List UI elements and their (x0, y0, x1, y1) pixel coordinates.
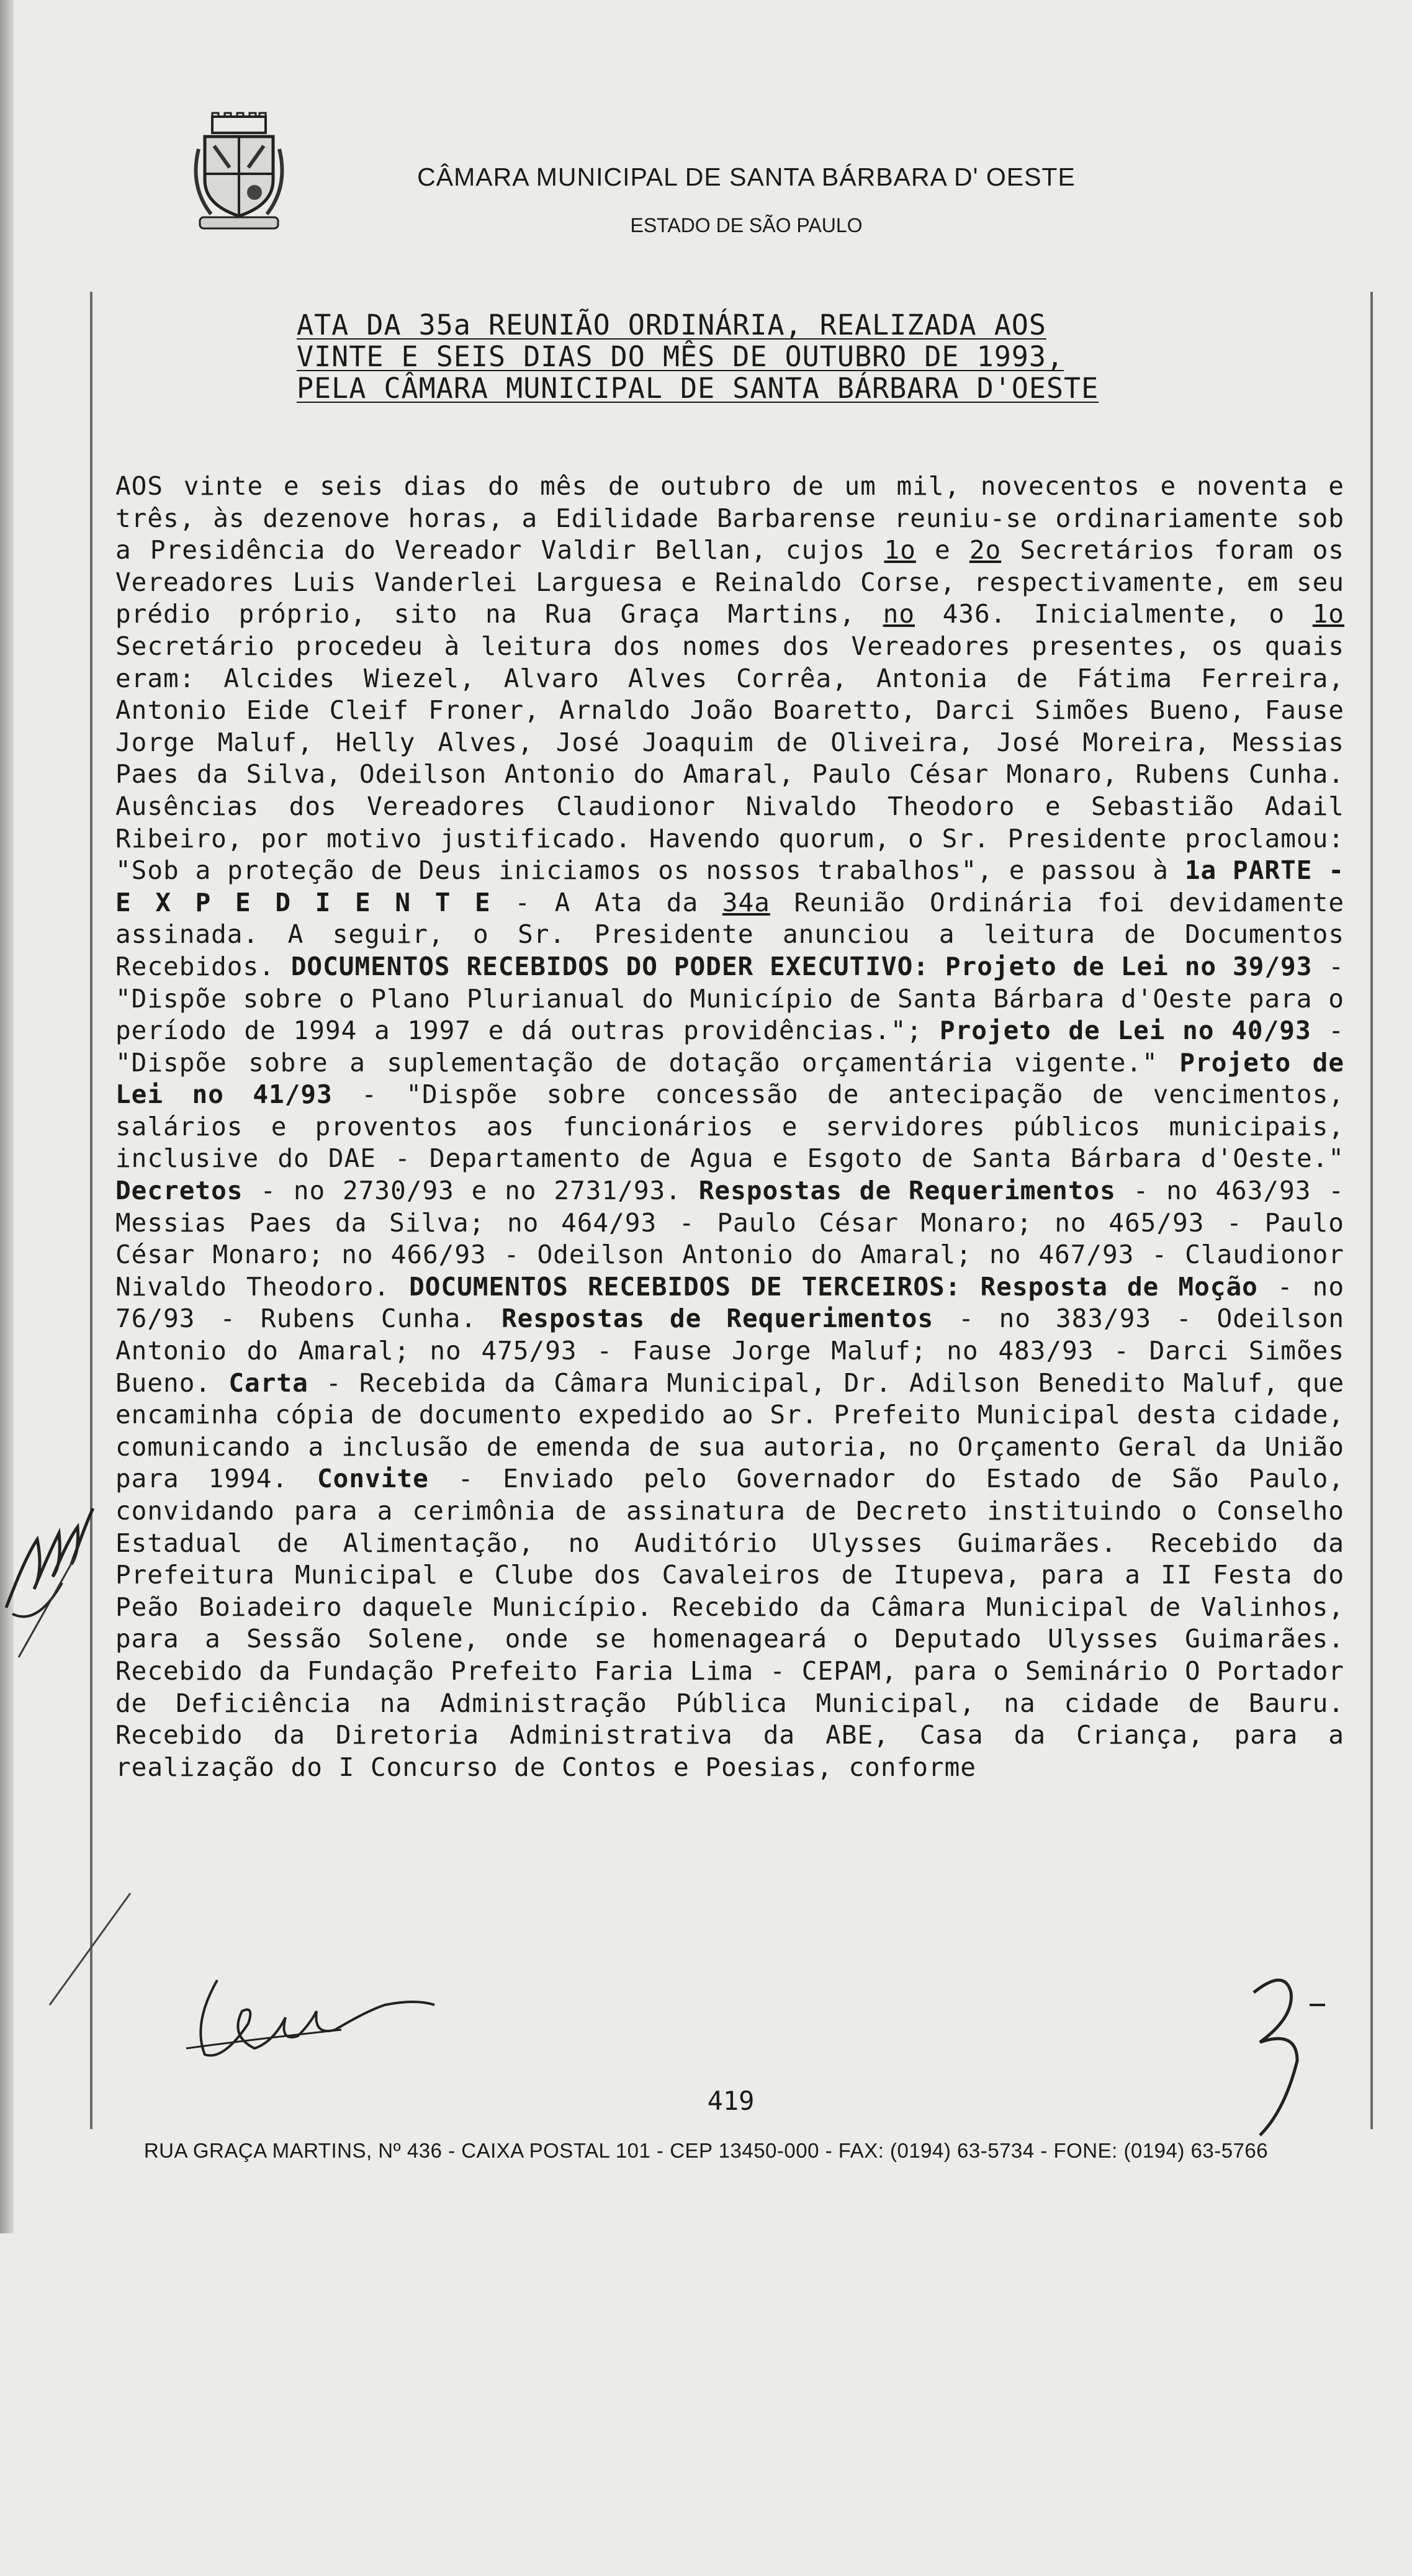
heading-request-replies: Respostas de Requerimentos (698, 1176, 1116, 1206)
placeholder-icon-78 (186, 2483, 372, 2576)
heading-letter: Carta (228, 1367, 308, 1398)
state-name: ESTADO DE SÃO PAULO (630, 214, 863, 236)
body-text-run: - no 76/93 - Rubens Cunha. (115, 1271, 1344, 1334)
ordinal-text: 2o (969, 535, 1002, 565)
margin-stroke-icon (37, 1887, 137, 2011)
ordinal-text: 1o (1312, 599, 1344, 629)
body-text-run: - A Ata da (490, 887, 722, 917)
left-margin-rule (90, 292, 92, 2129)
heading-invitation: Convite (317, 1464, 429, 1494)
heading-request-replies-2: Respostas de Requerimentos (501, 1304, 934, 1334)
body-text-run: 436. Inicialmente, o (915, 599, 1313, 629)
body-text-run: - Enviado pelo Governador do Estado de São Paulo, convidando para a cerimônia de assinatura de Decreto instituindo o Conselho Estadual de Alimentação, no Auditório Ulysses Guimarães. Recebido da Prefeitura Municipal e Clube dos Cavaleiros de Itupeva, para a II Festa do Peão Boiadeiro daquele Município. Recebido da Câmara Municipal de Valinhos, para a Sessão Solene, onde se homenageará o Deputado Ulysses Guimarães. Recebido da Fundação Prefeito Faria Lima - CEPAM, para o Seminário O Portador de Deficiência na Administração Pública Municipal, na cidade de Bauru. Recebido da Diretoria Administrativa da ABE, Casa da Criança, para a realização do I Concurso de Contos e Poesias, conforme (115, 1464, 1344, 1782)
president-signature-icon (180, 1968, 441, 2067)
body-text-run: - no 2730/93 e no 2731/93. (243, 1176, 699, 1206)
title-line-2: VINTE E SEIS DIAS DO MÊS DE OUTUBRO DE 1993, (297, 340, 1064, 373)
footer-address: RUA GRAÇA MARTINS, Nº 436 - CAIXA POSTAL 101 - CEP 13450-000 - FAX: (0194) 63-5734 - FONE: (0194) 63-5766 (143, 2139, 1269, 2162)
title-line-1: ATA DA 35a REUNIÃO ORDINÁRIA, REALIZADA AOS (297, 308, 1046, 341)
body-text-run: - no 463/93 - Messias Paes da Silva; no 464/93 - Paulo César Monaro; no 465/93 - Paulo César Monaro; no 466/93 - Odeilson Antonio do Amaral; no 467/93 - Claudionor Nivaldo Theodoro. (115, 1176, 1345, 1302)
right-margin-rule (1370, 292, 1373, 2129)
margin-signature-icon (0, 1484, 99, 1664)
heading-executive-documents: DOCUMENTOS RECEBIDOS DO PODER EXECUTIVO: Projeto de Lei no 39/93 (290, 951, 1313, 981)
document-title (297, 309, 1172, 404)
body-text-run: - "Dispõe sobre o Plano Plurianual do Município de Santa Bárbara d'Oeste para o período de 1994 a 1997 e dá outras providências."; (115, 951, 1345, 1046)
body-text-run: AOS vinte e seis dias do mês de outubro de um mil, novecentos e noventa e três, às dezenove horas, a Edilidade Barbarense reuniu-se ordinariamente sob a Presidência do Vereador Valdir Bellan, cujos (115, 471, 1344, 565)
body-text-run: - "Dispõe sobre concessão de antecipação de vencimentos, salários e proventos aos funcionários e servidores públicos municipais, inclusive do DAE - Departamento de Agua e Esgoto de Santa Bárbara d'Oeste." (115, 1079, 1344, 1174)
minutes-body (115, 471, 1344, 1783)
title-line-3: PELA CÂMARA MUNICIPAL DE SANTA BÁRBARA D'OESTE (297, 372, 1099, 405)
ordinal-text: no (883, 599, 915, 629)
heading-decrees: Decretos (115, 1176, 243, 1206)
chamber-name: CÂMARA MUNICIPAL DE SANTA BÁRBARA D' OESTE (417, 163, 1076, 191)
page-number: 419 (707, 2086, 755, 2116)
body-text-run: - "Dispõe sobre a suplementação de dotação orçamentária vigente." (115, 1016, 1344, 1078)
body-text-run: Reunião Ordinária foi devidamente assinada. A seguir, o Sr. Presidente anunciou a leitura de Documentos Recebidos. (115, 887, 1344, 981)
scan-page-edge (0, 0, 14, 2233)
section-heading-expediente: 1a PARTE - E X P E D I E N T E (115, 855, 1344, 917)
body-text-run: Secretários foram os Vereadores Luis Vanderlei Larguesa e Reinaldo Corse, respectivamente, em seu prédio próprio, sito na Rua Graça Martins, (115, 535, 1344, 629)
heading-bill-40: Projeto de Lei no 40/93 (939, 1016, 1311, 1046)
body-text-run: e (915, 535, 969, 565)
heading-third-party-documents: DOCUMENTOS RECEBIDOS DE TERCEIROS: Resposta de Moção (409, 1271, 1258, 1302)
body-text-run: - no 383/93 - Odeilson Antonio do Amaral; no 475/93 - Fause Jorge Maluf; no 483/93 - Darci Simões Bueno. (115, 1304, 1344, 1398)
body-text-run: - Recebida da Câmara Municipal, Dr. Adilson Benedito Maluf, que encaminha cópia de documento expedido ao Sr. Prefeito Municipal desta cidade, comunicando a inclusão de emenda de sua autoria, no Orçamento Geral da União para 1994. (115, 1367, 1345, 1494)
body-text-run: Secretário procedeu à leitura dos nomes dos Vereadores presentes, os quais eram: Alcides Wiezel, Alvaro Alves Corrêa, Antonia de Fátima Ferreira, Antonio Eide Cleif Froner, Arnaldo João Boaretto, Darci Simões Bueno, Fause Jorge Maluf, Helly Alves, José Joaquim de Oliveira, José Moreira, Messias Paes da Silva, Odeilson Antonio do Amaral, Paulo César Monaro, Rubens Cunha. Ausências dos Vereadores Claudionor Nivaldo Theodoro e Sebastião Adail Ribeiro, por motivo justificado. Havendo quorum, o Sr. Presidente proclamou: "Sob a proteção de Deus iniciamos os nossos trabalhos", e passou à (115, 631, 1344, 886)
ordinal-text: 1o (884, 535, 916, 565)
heading-bill-41: Projeto de Lei no 41/93 (115, 1047, 1345, 1110)
ordinal-text: 34a (722, 887, 770, 917)
